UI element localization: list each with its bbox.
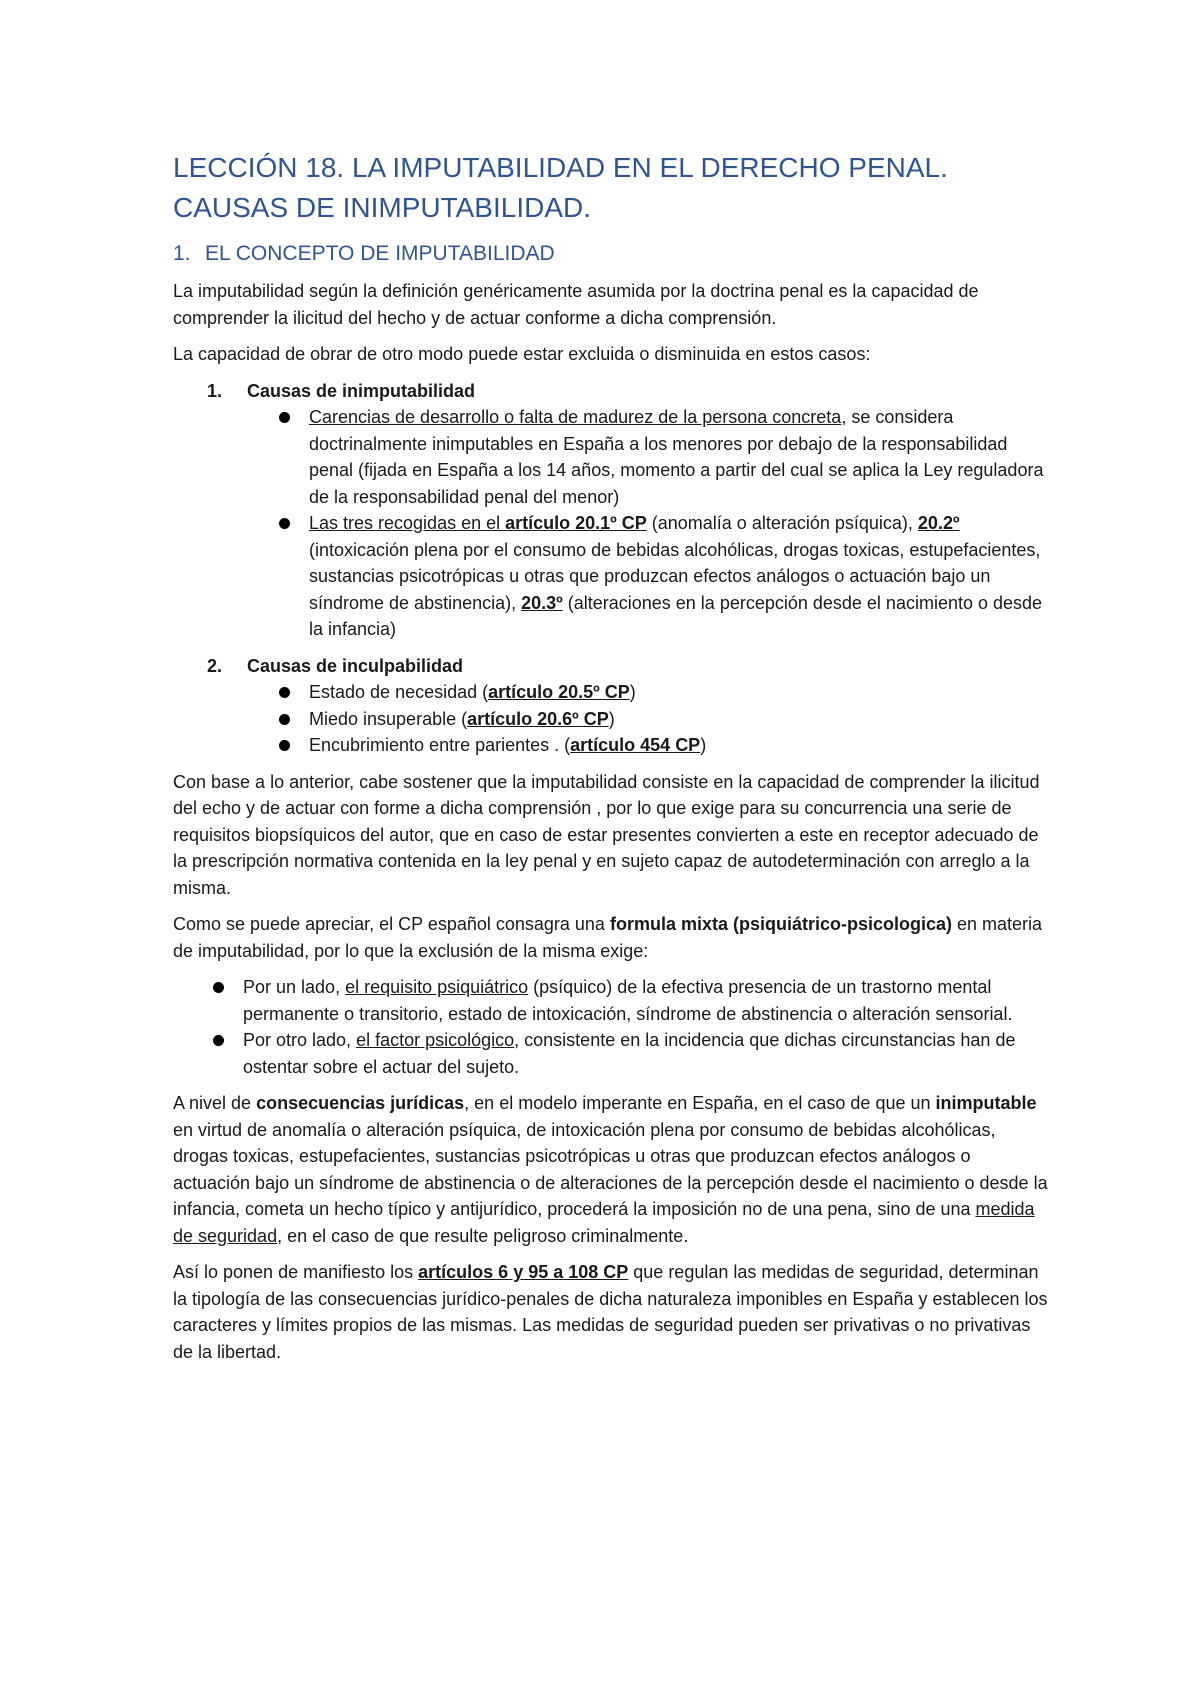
- bullet-icon: [277, 679, 309, 706]
- bullet-item: [277, 404, 1050, 510]
- paragraph-conclusion: Con base a lo anterior, cabe sostener que la imputabilidad consiste en la capacidad de comprender la ilicitud del echo y de actuar con forme a dicha comprensión , por lo que exige para su concurrencia una serie de requisitos biopsíquicos del autor, que en caso de estar presentes convierten a este en receptor adecuado de la prescripción normativa contenida en la ley penal y en sujeto capaz de autodeterminación con arreglo a la misma.: [173, 771, 1040, 898]
- underlined-text: el requisito psiquiátrico: [345, 977, 529, 997]
- text: que regulan las medidas de seguridad, determinan la tipología de las consecuencias jurídico-penales de dicha naturaleza imponibles en España y establecen los caracteres y límites propios de las mismas. Las medidas de seguridad pueden ser privativas o no privativas de la libertad.: [173, 1262, 1048, 1362]
- list-item-inimputabilidad: [207, 378, 1050, 643]
- paragraph-capacity: La capacidad de obrar de otro modo puede estar excluida o disminuida en estos casos:: [173, 344, 871, 364]
- text: (psíquico) de la efectiva presencia de un trastorno mental permanente o transitorio, estado de intoxicación, síndrome de abstinencia o alteración sensorial.: [243, 977, 1013, 1024]
- underlined-text: Carencias de desarrollo o falta de madurez de la persona concreta: [309, 407, 842, 427]
- page-title: LECCIÓN 18. LA IMPUTABILIDAD EN EL DERECHO PENAL. CAUSAS DE INIMPUTABILIDAD.: [173, 152, 948, 223]
- text: , se considera doctrinalmente inimputables en España a los menores por debajo de la responsabilidad penal (fijada en España a los 14 años, momento a partir del cual se aplica la Ley reguladora de la responsabilidad penal del menor): [309, 407, 1044, 507]
- underlined-text: Las tres recogidas en el: [309, 513, 506, 533]
- bullet-list: [207, 404, 1050, 643]
- article-reference: 20.3º: [521, 592, 563, 613]
- section-heading: [173, 240, 1050, 268]
- text: Por un lado,: [243, 977, 346, 997]
- text: ): [629, 682, 636, 702]
- article-reference: artículo 454 CP: [570, 735, 701, 755]
- bold-text: inimputable: [935, 1093, 1037, 1113]
- bullet-item: [277, 706, 1050, 733]
- underlined-text: el factor psicológico: [356, 1030, 515, 1050]
- bullet-item: [277, 732, 1050, 759]
- bullet-icon: [277, 732, 309, 759]
- text: en materia de imputabilidad, por lo que la exclusión de la misma exige:: [173, 914, 1043, 961]
- text: (anomalía o alteración psíquica),: [646, 513, 918, 533]
- article-reference: artículo 20.5º CP: [488, 682, 630, 702]
- list-heading: Causas de inculpabilidad: [247, 655, 464, 676]
- text: Así lo ponen de manifiesto los: [173, 1262, 419, 1282]
- text: , consistente en la incidencia que dichas circunstancias han de ostentar sobre el actuar del sujeto.: [243, 1030, 1016, 1077]
- text: , en el caso de que resulte peligroso criminalmente.: [277, 1225, 689, 1246]
- text: Por otro lado,: [243, 1030, 357, 1050]
- paragraph-formula: [173, 911, 1050, 964]
- list-heading: Causas de inimputabilidad: [247, 380, 476, 401]
- text: Miedo insuperable (: [309, 708, 468, 729]
- text: Como se puede apreciar, el CP español consagra una: [173, 914, 610, 934]
- paragraph-consequences: [173, 1090, 1050, 1249]
- article-reference: 20.2º: [917, 513, 960, 533]
- section-title: EL CONCEPTO DE IMPUTABILIDAD: [205, 242, 555, 265]
- bullet-item: [211, 1027, 1050, 1080]
- text: (alteraciones en la percepción desde el nacimiento o desde la infancia): [309, 592, 1043, 639]
- list-number: 2.: [207, 655, 223, 676]
- underlined-text: medida de seguridad: [173, 1199, 1035, 1246]
- bullet-item: [277, 510, 1050, 643]
- bullet-icon: [277, 404, 309, 510]
- causes-list: [173, 378, 1050, 759]
- section-number: 1.: [173, 242, 191, 265]
- bullet-icon: [277, 706, 309, 733]
- paragraph-articles: [173, 1259, 1050, 1365]
- bullet-item: [277, 679, 1050, 706]
- formula-list: [173, 974, 1050, 1080]
- text: Encubrimiento entre parientes . (: [309, 735, 571, 755]
- bold-text: consecuencias jurídicas: [256, 1093, 465, 1113]
- text: en virtud de anomalía o alteración psíquica, de intoxicación plena por consumo de bebidas alcohólicas, drogas toxicas, estupefacientes, sustancias psicotrópicas u otras que produzcan efectos análogos o actuación bajo un síndrome de abstinencia o de alteraciones de la percepción desde el nacimiento o desde la infancia, cometa un hecho típico y antijurídico, procederá la imposición no de una pena, sino de una: [173, 1119, 1048, 1219]
- article-reference: artículos 6 y 95 a 108 CP: [418, 1262, 629, 1282]
- paragraph-definition: La imputabilidad según la definición genéricamente asumida por la doctrina penal es la capacidad de comprender la ilicitud del hecho y de actuar conforme a dicha comprensión.: [173, 281, 979, 328]
- text: (intoxicación plena por el consumo de bebidas alcohólicas, drogas toxicas, estupefacientes, sustancias psicotrópicas u otras que produzcan efectos análogos o actuación bajo un síndrome de abstinencia),: [309, 539, 1041, 613]
- text: A nivel de: [173, 1093, 257, 1113]
- text: ): [608, 708, 615, 729]
- bullet-icon: [211, 974, 243, 1027]
- article-reference: artículo 20.1º CP: [505, 513, 647, 533]
- text: ): [700, 735, 707, 755]
- bullet-item: [211, 974, 1050, 1027]
- article-reference: artículo 20.6º CP: [467, 708, 609, 729]
- list-number: 1.: [207, 380, 223, 401]
- bold-text: formula mixta (psiquiátrico-psicologica): [609, 914, 953, 934]
- list-item-inculpabilidad: [207, 653, 1050, 759]
- bullet-list: [207, 679, 1050, 759]
- bullet-icon: [211, 1027, 243, 1080]
- text: , en el modelo imperante en España, en el caso de que un: [464, 1093, 936, 1113]
- text: Estado de necesidad (: [309, 682, 489, 702]
- bullet-icon: [277, 510, 309, 643]
